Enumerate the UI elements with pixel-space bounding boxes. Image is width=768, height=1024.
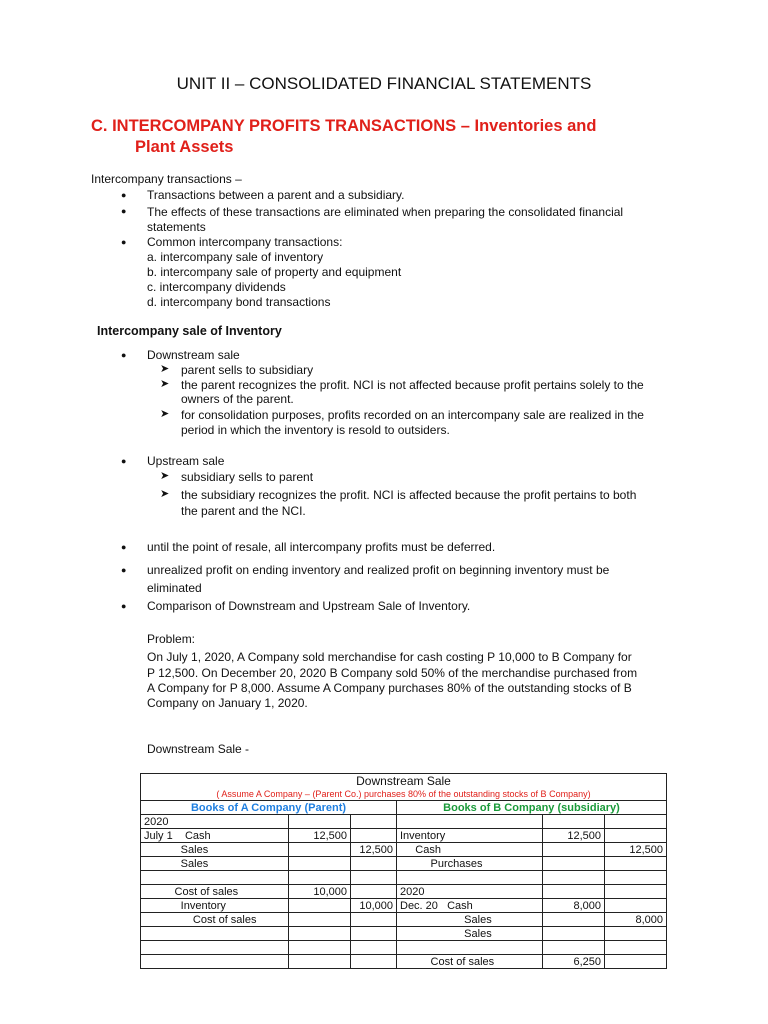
table-cell [605,857,667,871]
journal-entries-table [140,773,667,969]
table-cell [605,815,667,829]
table-cell [543,941,605,955]
table-row [141,913,667,927]
table-row [141,955,667,969]
subheading: Intercompany sale of Inventory [97,324,282,338]
table-cell [397,871,543,885]
list-item: the parent and the NCI. [181,504,306,518]
table-cell [289,857,351,871]
downstream-sale-label: Downstream Sale - [147,742,250,756]
table-cell [351,857,397,871]
problem-line: A Company for P 8,000. Assume A Company purchases 80% of the outstanding stocks of B [147,681,632,695]
problem-label: Problem: [147,632,196,646]
table-cell: Inventory [141,899,289,913]
bullet-text: Comparison of Downstream and Upstream Sale of Inventory. [147,599,471,613]
table-cell: 2020 [141,815,289,829]
table-cell: 10,000 [289,885,351,899]
table-cell [289,843,351,857]
table-row [141,843,667,857]
table-cell [397,941,543,955]
bullet-text: unrealized profit on ending inventory and realized profit on beginning inventory must be [147,563,610,577]
arrow-bullet-icon: ➤ [160,408,170,420]
list-item: b. intercompany sale of property and equipment [147,265,402,279]
list-item: period in which the inventory is resold to outsiders. [181,423,450,437]
table-cell [605,829,667,843]
bullet-icon: ● [121,456,127,466]
table-cell: Sales [397,927,543,941]
table-cell [605,871,667,885]
problem-line: On July 1, 2020, A Company sold merchandise for cash costing P 10,000 to B Company for [147,650,632,664]
table-cell: Cost of sales [397,955,543,969]
table-row [141,927,667,941]
table-cell: Inventory [397,829,543,843]
table-row [141,885,667,899]
table-cell [605,885,667,899]
table-cell [605,955,667,969]
table-cell [543,913,605,927]
table-cell: Cash [397,843,543,857]
table-cell [289,899,351,913]
table-cell: 12,500 [543,829,605,843]
table-row [141,829,667,843]
list-item: owners of the parent. [181,392,294,406]
table-cell [141,871,289,885]
table-cell [605,899,667,913]
table-cell [543,885,605,899]
table-cell [543,857,605,871]
table-cell: 6,250 [543,955,605,969]
table-row [141,871,667,885]
table-cell [351,871,397,885]
table-cell: Sales [397,913,543,927]
list-item: the parent recognizes the profit. NCI is not affected because profit pertains solely to the [181,378,644,392]
table-caption: Downstream Sale [141,774,667,788]
list-item: parent sells to subsidiary [181,363,314,377]
bullet-icon: ● [121,601,127,611]
bullet-icon: ● [121,565,127,575]
table-cell [289,927,351,941]
list-item: for consolidation purposes, profits recorded on an intercompany sale are realized in the [181,408,644,422]
table-cell: July 1 Cash [141,829,289,843]
list-item: the subsidiary recognizes the profit. NCI is affected because the profit pertains to both [181,488,637,502]
arrow-bullet-icon: ➤ [160,470,170,482]
arrow-bullet-icon: ➤ [160,378,170,390]
table-cell [351,927,397,941]
table-cell [351,941,397,955]
table-cell: 8,000 [543,899,605,913]
table-cell: 12,500 [351,843,397,857]
table-cell [289,871,351,885]
table-cell: Purchases [397,857,543,871]
bullet-text: Common intercompany transactions: [147,235,343,249]
table-cell: 12,500 [289,829,351,843]
table-cell [351,815,397,829]
table-cell [289,955,351,969]
table-cell [289,815,351,829]
table-cell [605,927,667,941]
table-cell: 8,000 [605,913,667,927]
table-cell: Cost of sales [141,885,289,899]
table-row [141,857,667,871]
table-cell: 2020 [397,885,543,899]
upstream-label: Upstream sale [147,454,225,468]
table-cell [351,913,397,927]
bullet-text: The effects of these transactions are eliminated when preparing the consolidated financial [147,205,624,219]
table-row [141,941,667,955]
table-cell: Sales [141,843,289,857]
books-a-header: Books of A Company (Parent) [141,801,397,815]
table-cell [351,885,397,899]
list-item: c. intercompany dividends [147,280,286,294]
table-cell [141,927,289,941]
bullet-text: statements [147,220,206,234]
bullet-icon: ● [121,350,127,360]
problem-line: Company on January 1, 2020. [147,696,308,710]
arrow-bullet-icon: ➤ [160,363,170,375]
table-cell [543,815,605,829]
intro-text: Intercompany transactions – [91,172,242,186]
bullet-text: eliminated [147,581,202,595]
table-cell [397,815,543,829]
bullet-icon: ● [121,190,127,200]
list-item: d. intercompany bond transactions [147,295,331,309]
table-cell [351,955,397,969]
table-cell: Sales [141,857,289,871]
section-heading-line1: C. INTERCOMPANY PROFITS TRANSACTIONS – Inventories and [91,117,597,135]
bullet-icon: ● [121,206,127,216]
table-cell [289,913,351,927]
bullet-icon: ● [121,237,127,247]
bullet-text: until the point of resale, all intercompany profits must be deferred. [147,540,496,554]
bullet-icon: ● [121,542,127,552]
table-cell [543,927,605,941]
table-cell [141,955,289,969]
problem-line: P 12,500. On December 20, 2020 B Company sold 50% of the merchandise purchased from [147,666,638,680]
table-row [141,815,667,829]
section-heading-line2: Plant Assets [135,138,234,156]
table-caption-note: ( Assume A Company – (Parent Co.) purchases 80% of the outstanding stocks of B Company) [141,787,667,801]
page-title: UNIT II – CONSOLIDATED FINANCIAL STATEMENTS [176,74,592,93]
books-b-header: Books of B Company (subsidiary) [397,801,667,815]
table-cell [605,941,667,955]
table-cell: Dec. 20 Cash [397,899,543,913]
table-cell [543,871,605,885]
downstream-label: Downstream sale [147,348,240,362]
bullet-text: Transactions between a parent and a subsidiary. [147,188,405,202]
arrow-bullet-icon: ➤ [160,488,170,500]
table-cell [543,843,605,857]
table-cell: Cost of sales [141,913,289,927]
table-row [141,899,667,913]
table-cell [141,941,289,955]
table-cell [289,941,351,955]
table-cell: 10,000 [351,899,397,913]
table-cell: 12,500 [605,843,667,857]
table-cell [351,829,397,843]
list-item: subsidiary sells to parent [181,470,314,484]
list-item: a. intercompany sale of inventory [147,250,324,264]
